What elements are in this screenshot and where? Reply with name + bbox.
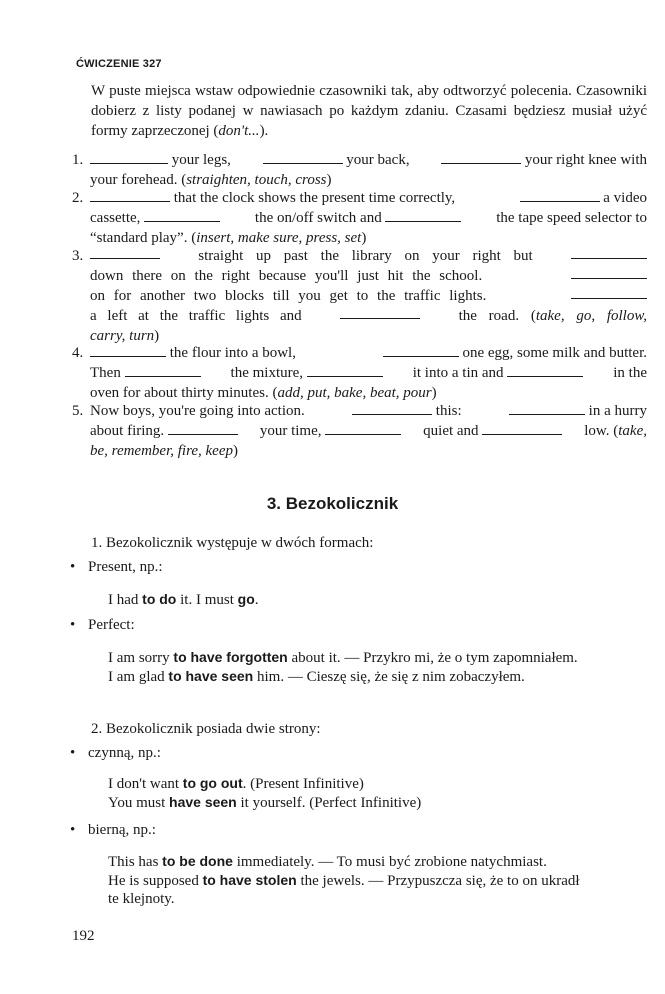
example-perfect-1: I am sorry to have forgotten about it. — Przykro mi, że o tym zapomniałem. [108, 649, 578, 666]
exercise-instructions: W puste miejsca wstaw odpowiednie czasowniki tak, aby odtworzyć polecenia. Czasowniki dobierz z listy podanej w nawiasach po każdym zdaniu. Czasami będziesz musiał użyć formy zaprzeczonej (don't...). [91, 83, 647, 139]
example-active-1: I don't want to go out. (Present Infinitive) [108, 775, 364, 792]
answer-blank[interactable] [125, 364, 201, 377]
answer-blank[interactable] [340, 306, 420, 319]
bullet-icon: • [70, 559, 76, 575]
answer-blank[interactable] [482, 422, 562, 435]
answer-blank[interactable] [571, 266, 647, 279]
answer-blank[interactable] [90, 344, 166, 357]
bullet-icon: • [70, 617, 76, 633]
paragraph-forms: 1. Bezokolicznik występuje w dwóch formach: [91, 535, 374, 551]
exercise-title: ĆWICZENIE 327 [76, 58, 162, 70]
example-present: I had to do it. I must go. [108, 591, 259, 608]
answer-blank[interactable] [383, 344, 459, 357]
answer-blank[interactable] [90, 246, 160, 259]
page: ĆWICZENIE 327 W puste miejsca wstaw odpowiednie czasowniki tak, aby odtworzyć polecenia. Czasowniki dobierz z listy podanej w nawiasach po każdym zdaniu. Czasami będziesz musiał użyć formy zaprzeczonej (don't...). 1. your legs, your back, your right knee with your forehead. (straighten, touch, cross) 2. that the clock shows the present time correctly, a video cassette, the on/off switch and the tape speed selector to “standard play”. (insert, make sure, press, set) 3. straight up past the library on your right but down there on the right because you'll just hit the school. on for another two blocks till you get to the traffic lights. a left at the traffic lights and the road. (take, go, follow, carry, turn) 4. the flour into a bowl, one egg, some milk and butter. Then the mixture, it into a tin and in the oven for about thirty minutes. (add, put, bake, beat, pour) 5. Now boys, you're going into action. this: in a hurry about firing. your time, quiet and low. (take, be, remember, fire, keep) 3. Bezokolicznik 1. Bezokolicznik występuje w dwóch formach: • Present, np.: I had to do it. I must go. • Perfect: I am sorry to have forgotten about it. — Przykro mi, że o tym zapomniałem. I am glad to have seen him. — Cieszę się, że się z nim zobaczyłem. 2. Bezokolicznik posiada dwie strony: • czynną, np.: I don't want to go out. (Present Infinitive) You must have seen it yourself. (Perfect Infinitive) • bierną, np.: This has to be done immediately. — To musi być zrobione natychmiast. He is supposed to have stolen the jewels. — Przypuszcza się, że to on ukradł te klejnoty. 192 [0, 0, 665, 994]
answer-blank[interactable] [307, 364, 383, 377]
answer-blank[interactable] [509, 402, 585, 415]
example-passive-1: This has to be done immediately. — To musi być zrobione natychmiast. [108, 853, 547, 870]
answer-blank[interactable] [90, 151, 168, 164]
answer-blank[interactable] [325, 422, 401, 435]
answer-blank[interactable] [144, 209, 220, 222]
answer-blank[interactable] [571, 286, 647, 299]
paragraph-voices: 2. Bezokolicznik posiada dwie strony: [91, 721, 321, 737]
answer-blank[interactable] [571, 246, 647, 259]
answer-blank[interactable] [90, 189, 170, 202]
example-passive-2: He is supposed to have stolen the jewels. — Przypuszcza się, że to on ukradł [108, 872, 580, 889]
page-number: 192 [72, 928, 95, 944]
answer-blank[interactable] [507, 364, 583, 377]
answer-blank[interactable] [441, 151, 521, 164]
example-active-2: You must have seen it yourself. (Perfect Infinitive) [108, 794, 422, 811]
answer-blank[interactable] [168, 422, 238, 435]
bullet-icon: • [70, 822, 76, 838]
answer-blank[interactable] [520, 189, 600, 202]
example-perfect-2: I am glad to have seen him. — Cieszę się, że się z nim zobaczyłem. [108, 668, 525, 685]
answer-blank[interactable] [263, 151, 343, 164]
answer-blank[interactable] [352, 402, 432, 415]
example-passive-3: te klejnoty. [108, 891, 175, 907]
answer-blank[interactable] [385, 209, 461, 222]
bullet-icon: • [70, 745, 76, 761]
section-heading: 3. Bezokolicznik [266, 494, 399, 513]
